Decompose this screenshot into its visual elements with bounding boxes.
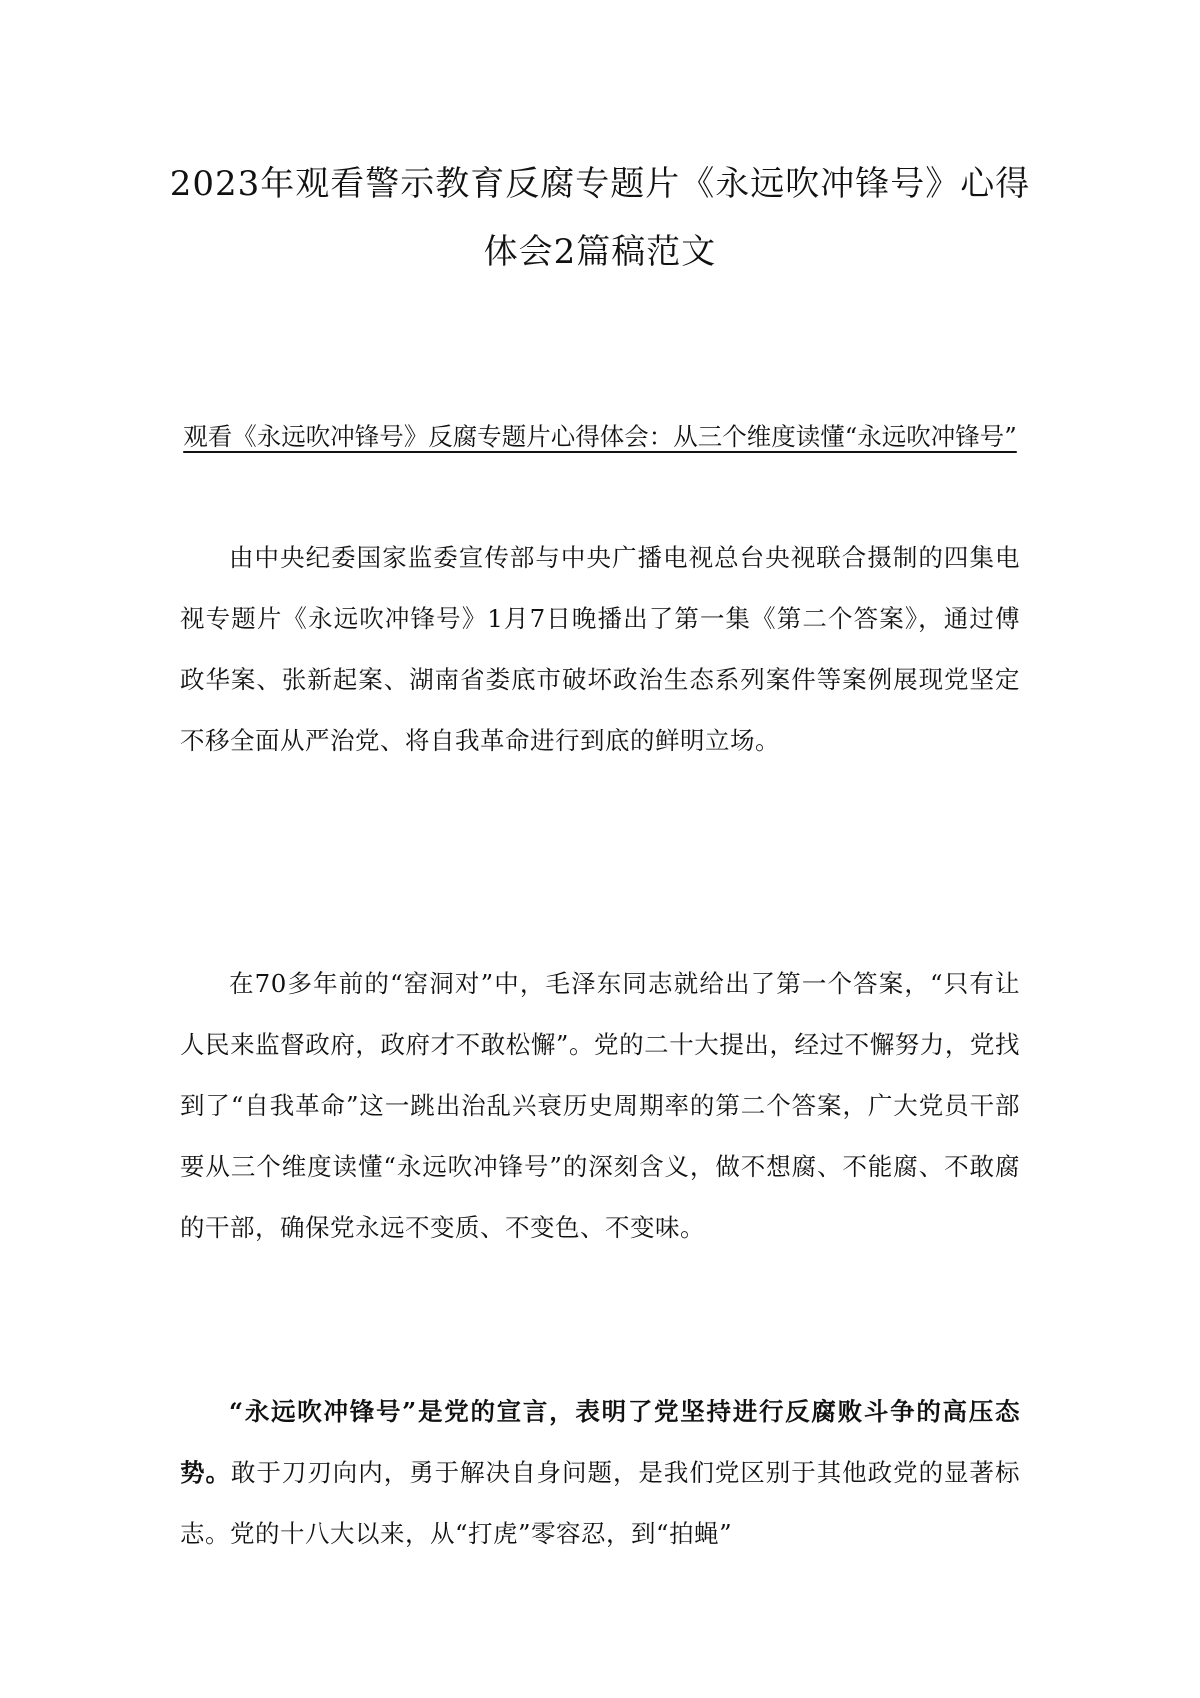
body-paragraph-3 [180,1381,1020,1564]
body-paragraph-1: 由中央纪委国家监委宣传部与中央广播电视总台央视联合摄制的四集电视专题片《永远吹冲锋号》1月7日晚播出了第一集《第二个答案》，通过傅政华案、张新起案、湖南省娄底市破坏政治生态系列案件等案例展现党坚定不移全面从严治党、将自我革命进行到底的鲜明立场。 [180,543,1020,755]
paragraph-bold-lead: “永远吹冲锋号”是党的宣言，表明了党坚持进行反腐败斗争的高压态势。 [180,1397,1020,1487]
document-title: 2023年观看警示教育反腐专题片《永远吹冲锋号》心得体会2篇稿范文 [169,164,1031,272]
section-heading: 观看《永远吹冲锋号》反腐专题片心得体会：从三个维度读懂“永远吹冲锋号” [183,422,1017,451]
paragraph-body-text: 敢于刀刃向内，勇于解决自身问题，是我们党区别于其他政党的显著标志。党的十八大以来，从“打虎”零容忍，到“拍蝇” [180,1458,1020,1548]
body-paragraph-2: 在70多年前的“窑洞对”中，毛泽东同志就给出了第一个答案，“只有让人民来监督政府，政府才不敢松懈”。党的二十大提出，经过不懈努力，党找到了“自我革命”这一跳出治乱兴衰历史周期率的第二个答案，广大党员干部要从三个维度读懂“永远吹冲锋号”的深刻含义，做不想腐、不能腐、不敢腐的干部，确保党永远不变质、不变色、不变味。 [180,969,1020,1242]
